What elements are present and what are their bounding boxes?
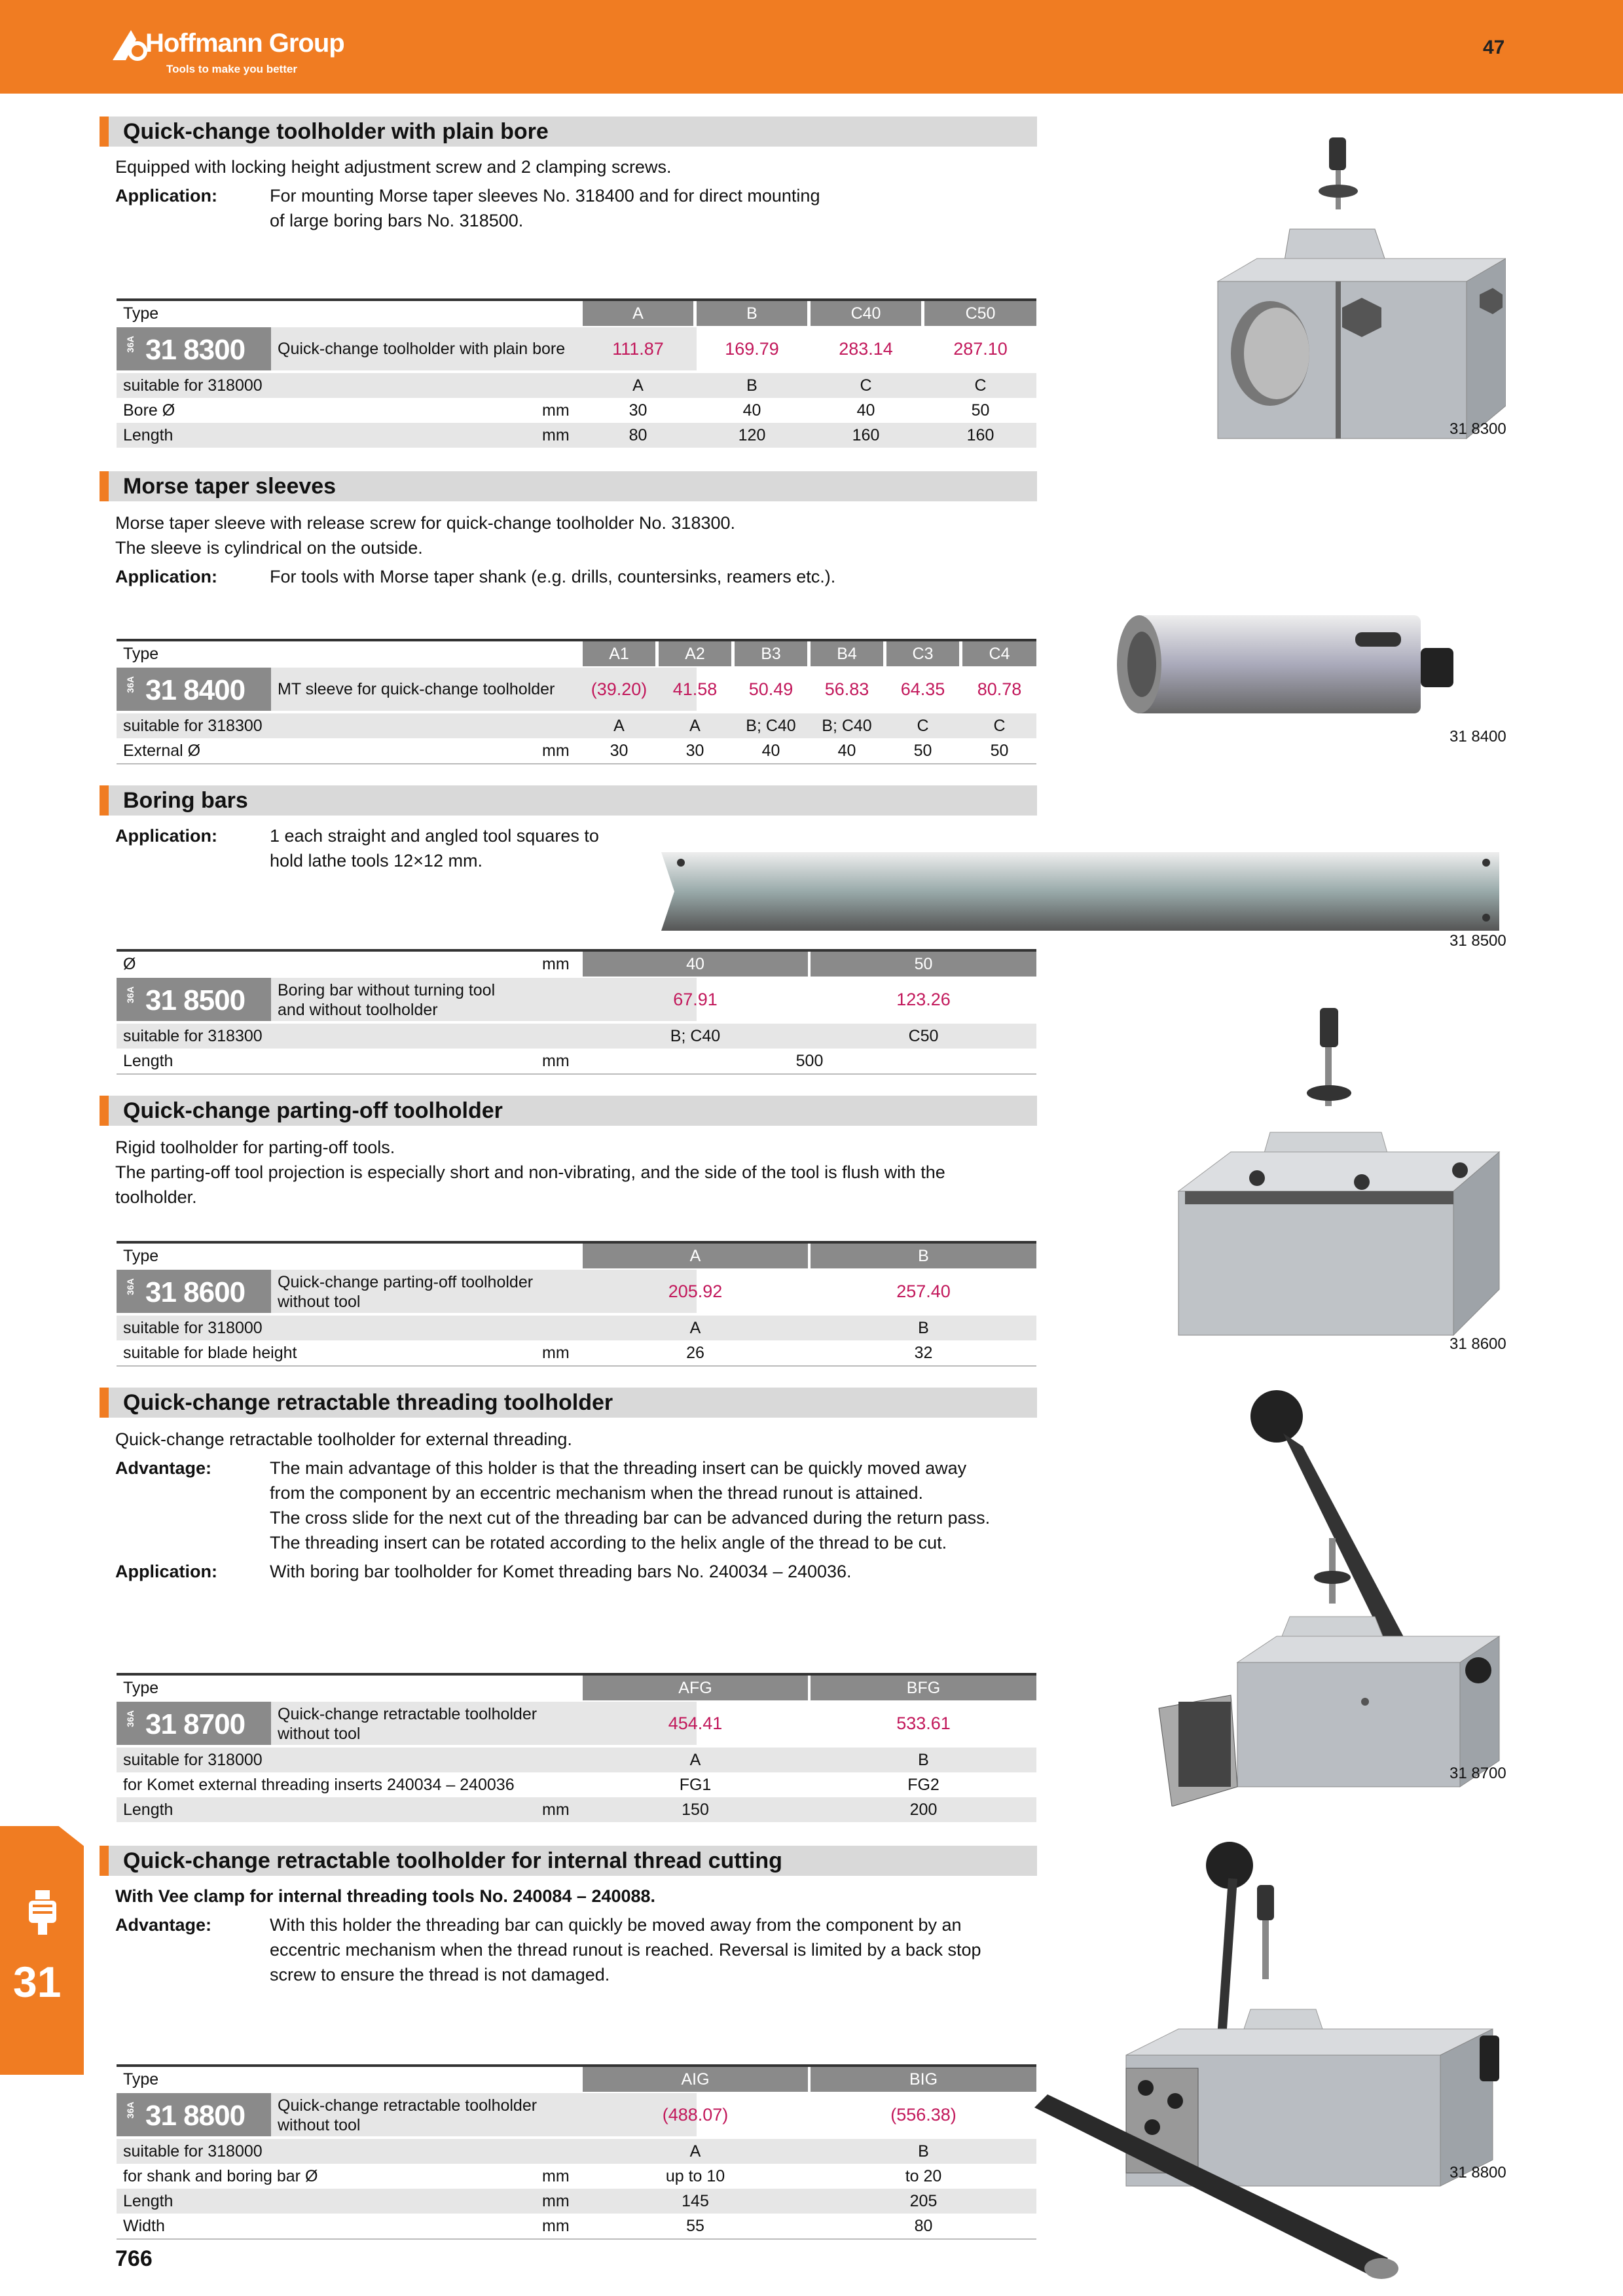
price: 67.91 [673, 990, 718, 1009]
brand-name: Hoffmann Group [145, 29, 344, 58]
application-label: Application: [115, 186, 217, 206]
table-row: suitable for 318000 A B [117, 1748, 1036, 1772]
chapter-tab [0, 1826, 84, 2075]
morse-taper-sleeve-image [1113, 609, 1480, 726]
table-header-row: Type AFG BFG [117, 1673, 1036, 1700]
article-row: 36A 31 8400 MT sleeve for quick-change toolholder (39.20) 41.58 50.49 56.83 64.35 80.78 [117, 668, 1036, 713]
price: 287.10 [953, 339, 1008, 359]
table-row: for shank and boring bar Ø mm up to 10 to 20 [117, 2164, 1036, 2190]
internal-thread-toolholder-image [1021, 1833, 1519, 2291]
price: 257.40 [896, 1282, 951, 1301]
price: 123.26 [896, 990, 951, 1009]
section-description: Morse taper sleeve with release screw for quick-change toolholder No. 318300. The sleeve is cylindrical on the outside. [115, 513, 736, 558]
table-row: Length mm 145 205 [117, 2189, 1036, 2214]
price: (488.07) [662, 2105, 729, 2125]
advantage-label: Advantage: [115, 1458, 212, 1478]
application-label: Application: [115, 567, 217, 586]
application-label: Application: [115, 1562, 217, 1581]
brand-tagline: Tools to make you better [166, 63, 297, 75]
table-row: suitable for 318300 B; C40 C50 [117, 1024, 1036, 1049]
article-number: 31 8300 [145, 334, 246, 366]
table-row: Length mm 80 120 160 160 [117, 423, 1036, 448]
price: 111.87 [612, 339, 664, 359]
chapter-number: 31 [13, 1958, 62, 2006]
article-description: MT sleeve for quick-change toolholder [271, 668, 697, 711]
page-number: 47 [1483, 37, 1505, 58]
currency-code: GBP [1581, 38, 1592, 59]
price: (556.38) [890, 2105, 957, 2125]
article-description: Quick-change parting-off toolholder without tool [271, 1270, 697, 1313]
section-heading: Boring bars [100, 785, 1037, 816]
table-row: for Komet external threading inserts 240034 – 240036 FG1 FG2 [117, 1772, 1036, 1799]
application-label: Application: [115, 826, 217, 846]
price: 64.35 [900, 679, 945, 699]
article-row: 36A 31 8800 Quick-change retractable toolholder without tool (488.07) (556.38) [117, 2093, 1036, 2139]
price: 56.83 [824, 679, 869, 699]
price: 454.41 [668, 1713, 723, 1733]
price: 80.78 [977, 679, 1022, 699]
table-header-row: Type A B [117, 1241, 1036, 1268]
article-description: Quick-change retractable toolholder without tool [271, 2093, 697, 2136]
boring-bar-image [648, 839, 1512, 944]
article-description: Quick-change retractable toolholder without tool [271, 1702, 697, 1745]
advantage-text: With this holder the threading bar can quickly be moved away from the component by an eccentric mechanism when the thread runout is reached. Reversal is limited by a back stop screw to ensure the thread is not damaged. [270, 1915, 981, 1984]
table-row: Width mm 55 80 [117, 2214, 1036, 2240]
table-header-row: Type AIG BIG [117, 2064, 1036, 2092]
image-caption: 31 8600 [1450, 1335, 1506, 1353]
table-row: suitable for blade height mm 26 32 [117, 1340, 1036, 1367]
price: (39.20) [591, 679, 647, 699]
table-row: suitable for 318300 A A B; C40 B; C40 C C [117, 713, 1036, 738]
article-row: 36A 31 8500 Boring bar without turning tool and without toolholder 67.91 123.26 [117, 978, 1036, 1024]
article-number: 31 8700 [145, 1708, 246, 1740]
retractable-threading-toolholder-image [1152, 1388, 1512, 1806]
section-subtitle: With Vee clamp for internal threading tools No. 240084 – 240088. [115, 1886, 656, 1906]
section-description: Quick-change retractable toolholder for external threading. [115, 1429, 572, 1449]
article-number: 31 8800 [145, 2100, 246, 2132]
section-heading: Quick-change parting-off toolholder [100, 1096, 1037, 1126]
article-description: Boring bar without turning tool and without toolholder [271, 978, 697, 1021]
price: 169.79 [725, 339, 779, 359]
article-number: 31 8500 [145, 984, 246, 1016]
article-row: 36A 31 8600 Quick-change parting-off toolholder without tool 205.92 257.40 [117, 1270, 1036, 1316]
advantage-text: The main advantage of this holder is that the threading insert can be quickly moved away from the component by an eccentric mechanism when the thread runout is attained. The cross slide for the next cut of the threading bar can be advanced during the return pass. The threading insert can be rotated according to the helix angle of the thread to be cut. [270, 1458, 991, 1552]
table-row: suitable for 318000 A B [117, 1316, 1036, 1340]
table-row: Length mm 500 [117, 1049, 1036, 1075]
article-number: 31 8400 [145, 674, 246, 706]
article-row: 36A 31 8300 Quick-change toolholder with plain bore 111.87 169.79 283.14 287.10 [117, 327, 1036, 373]
application-text: For mounting Morse taper sleeves No. 318400 and for direct mounting of large boring bars No. 318500. [270, 186, 820, 230]
section-heading: Morse taper sleeves [100, 471, 1037, 501]
image-caption: 31 8400 [1450, 728, 1506, 745]
advantage-label: Advantage: [115, 1915, 212, 1935]
section-heading: Quick-change retractable toolholder for internal thread cutting [100, 1846, 1037, 1876]
table-header-row: Type A B C40 C50 [117, 298, 1036, 326]
section-description: Rigid toolholder for parting-off tools. The parting-off tool projection is especially short and non-vibrating, and the side of the tool is flush with the toolholder. [115, 1138, 945, 1207]
section-heading: Quick-change toolholder with plain bore [100, 117, 1037, 147]
image-caption: 31 8800 [1450, 2164, 1506, 2181]
table-row: Length mm 150 200 [117, 1797, 1036, 1822]
price: 533.61 [896, 1713, 951, 1733]
application-text: For tools with Morse taper shank (e.g. drills, countersinks, reamers etc.). [270, 567, 836, 586]
image-caption: 31 8500 [1450, 932, 1506, 950]
table-row: Bore Ø mm 30 40 40 50 [117, 398, 1036, 424]
price: 41.58 [672, 679, 718, 699]
price: 283.14 [839, 339, 893, 359]
table-row: suitable for 318000 A B C C [117, 373, 1036, 398]
drill-chuck-icon [26, 1890, 59, 1935]
application-text: With boring bar toolholder for Komet threading bars No. 240034 – 240036. [270, 1562, 852, 1581]
price: 50.49 [748, 679, 793, 699]
article-row: 36A 31 8700 Quick-change retractable toolholder without tool 454.41 533.61 [117, 1702, 1036, 1748]
article-description: Quick-change toolholder with plain bore [271, 327, 697, 370]
table-header-row: Type A1 A2 B3 B4 C3 C4 [117, 639, 1036, 666]
section-heading: Quick-change retractable threading toolholder [100, 1388, 1037, 1418]
image-caption: 31 8300 [1450, 420, 1506, 438]
table-row: External Ø mm 30 30 40 40 50 50 [117, 738, 1036, 764]
section-description: Equipped with locking height adjustment screw and 2 clamping screws. [115, 157, 672, 177]
application-text: 1 each straight and angled tool squares to hold lathe tools 12×12 mm. [270, 826, 599, 870]
parting-off-toolholder-image [1165, 1001, 1512, 1342]
table-header-row: Ø mm 40 50 [117, 949, 1036, 977]
price: 205.92 [668, 1282, 723, 1301]
image-caption: 31 8700 [1450, 1765, 1506, 1782]
table-row: suitable for 318000 A B [117, 2139, 1036, 2164]
toolholder-plain-bore-image [1205, 131, 1506, 445]
footer-page-number: 766 [115, 2246, 153, 2271]
article-number: 31 8600 [145, 1276, 246, 1308]
